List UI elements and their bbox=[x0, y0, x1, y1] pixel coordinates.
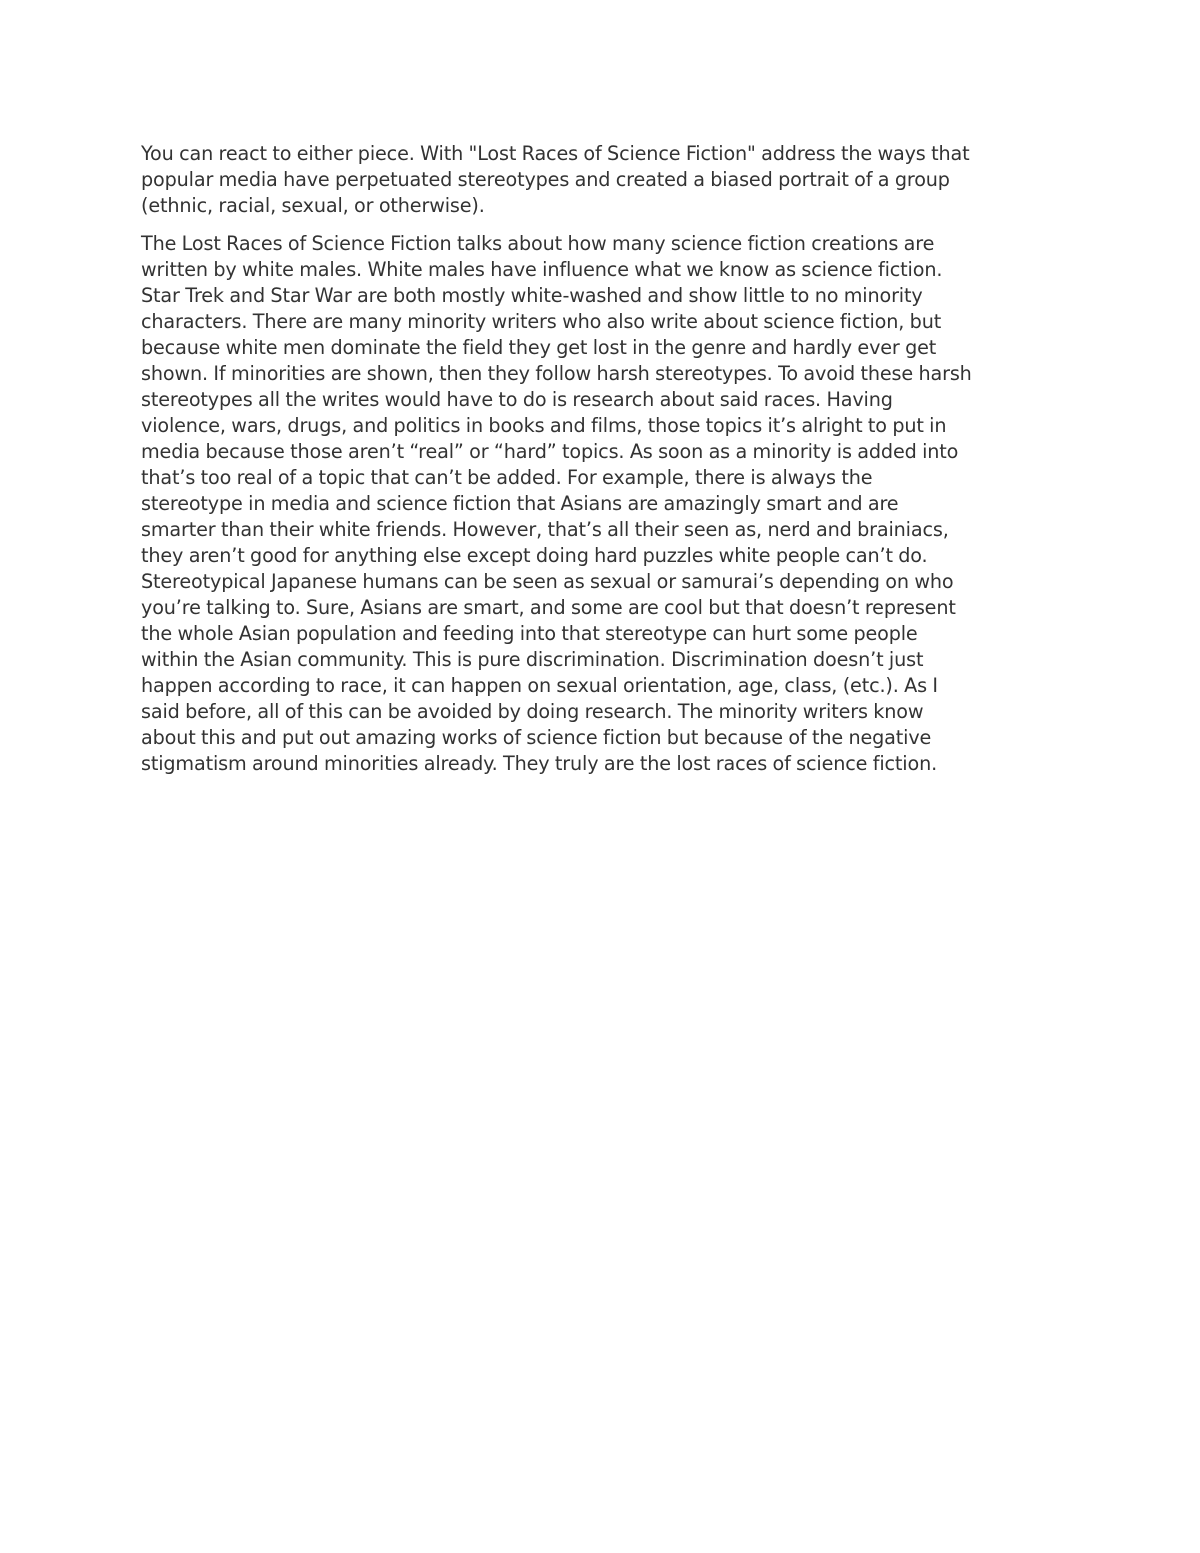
document-body bbox=[141, 141, 1061, 789]
prompt-paragraph: You can react to either piece. With "Lost Races of Science Fiction" address the ways that popular media have perpetuated stereotypes and created a biased portrait of a group (ethnic, racial, sexual, or otherwise). bbox=[141, 142, 970, 217]
response-paragraph: The Lost Races of Science Fiction talks about how many science fiction creations are written by white males. White males have influence what we know as science fiction. Star Trek and Star War are both mostly white-washed and show little to no minority characters. There are many minority writers who also write about science fiction, but because white men dominate the field they get lost in the genre and hardly ever get shown. If minorities are shown, then they follow harsh stereotypes. To avoid these harsh stereotypes all the writes would have to do is research about said races. Having violence, wars, drugs, and politics in books and films, those topics it’s alright to put in media because those aren’t “real” or “hard” topics. As soon as a minority is added into that’s too real of a topic that can’t be added. For example, there is always the stereotype in media and science fiction that Asians are amazingly smart and are smarter than their white friends. However, that’s all their seen as, nerd and brainiacs, they aren’t good for anything else except doing hard puzzles white people can’t do. Stereotypical Japanese humans can be seen as sexual or samurai’s depending on who you’re talking to. Sure, Asians are smart, and some are cool but that doesn’t represent the whole Asian population and feeding into that stereotype can hurt some people within the Asian community. This is pure discrimination. Discrimination doesn’t just happen according to race, it can happen on sexual orientation, age, class, (etc.). As I said before, all of this can be avoided by doing research. The minority writers know about this and put out amazing works of science fiction but because of the negative stigmatism around minorities already. They truly are the lost races of science fiction. bbox=[141, 232, 972, 775]
